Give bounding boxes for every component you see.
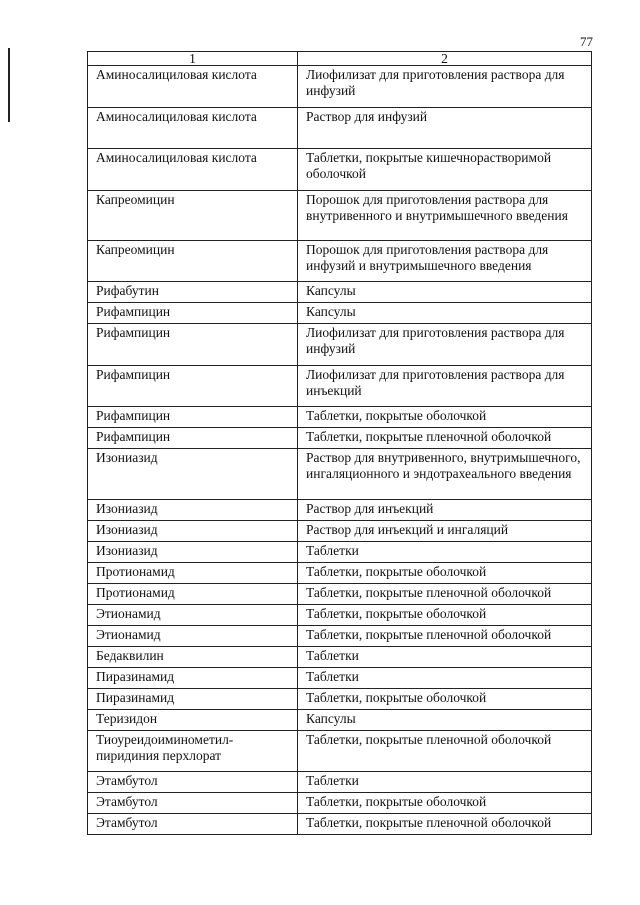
- page-number: 77: [580, 34, 593, 49]
- dosage-form-cell: Лиофилизат для приготовления раствора для инъекций: [298, 366, 592, 407]
- table-row: [88, 563, 592, 584]
- margin-mark: [8, 48, 10, 122]
- drug-name-cell: Капреомицин: [88, 241, 298, 282]
- drug-name-cell: Изониазид: [88, 542, 298, 563]
- table-header-row: [88, 52, 592, 66]
- dosage-form-cell: Раствор для внутривенного, внутримышечного, ингаляционного и эндотрахеального введения: [298, 449, 592, 500]
- table-row: [88, 626, 592, 647]
- table-row: [88, 303, 592, 324]
- table-row: [88, 241, 592, 282]
- dosage-form-cell: Таблетки: [298, 647, 592, 668]
- dosage-form-cell: Раствор для инъекций и ингаляций: [298, 521, 592, 542]
- dosage-form-cell: Таблетки, покрытые пленочной оболочкой: [298, 428, 592, 449]
- drug-name-cell: Бедаквилин: [88, 647, 298, 668]
- dosage-form-cell: Таблетки, покрытые кишечнорастворимой оболочкой: [298, 149, 592, 191]
- drug-name-cell: Рифампицин: [88, 324, 298, 366]
- table-row: [88, 647, 592, 668]
- dosage-form-cell: Таблетки, покрытые оболочкой: [298, 793, 592, 814]
- drug-name-cell: Рифампицин: [88, 407, 298, 428]
- dosage-form-cell: Таблетки, покрытые пленочной оболочкой: [298, 584, 592, 605]
- table-row: [88, 710, 592, 731]
- dosage-form-cell: Раствор для инъекций: [298, 500, 592, 521]
- drug-name-cell: Аминосалициловая кислота: [88, 149, 298, 191]
- table-row: [88, 428, 592, 449]
- drug-name-cell: Этамбутол: [88, 814, 298, 835]
- table-row: [88, 772, 592, 793]
- table-row: [88, 324, 592, 366]
- dosage-form-cell: Порошок для приготовления раствора для внутривенного и внутримышечного введения: [298, 191, 592, 241]
- drug-name-cell: Аминосалициловая кислота: [88, 66, 298, 108]
- table-row: [88, 407, 592, 428]
- table-row: [88, 605, 592, 626]
- dosage-form-cell: Раствор для инфузий: [298, 108, 592, 149]
- dosage-form-cell: Таблетки, покрытые оболочкой: [298, 689, 592, 710]
- dosage-form-cell: Таблетки, покрытые пленочной оболочкой: [298, 731, 592, 772]
- drug-name-cell: Пиразинамид: [88, 689, 298, 710]
- drug-name-cell: Изониазид: [88, 521, 298, 542]
- table-row: [88, 793, 592, 814]
- drug-name-cell: Рифампицин: [88, 428, 298, 449]
- table-row: [88, 584, 592, 605]
- table-row: [88, 149, 592, 191]
- table-row: [88, 689, 592, 710]
- dosage-form-cell: Таблетки: [298, 772, 592, 793]
- drug-name-cell: Капреомицин: [88, 191, 298, 241]
- drug-name-cell: Изониазид: [88, 500, 298, 521]
- drug-name-cell: Аминосалициловая кислота: [88, 108, 298, 149]
- drug-name-cell: Рифабутин: [88, 282, 298, 303]
- drug-name-cell: Этамбутол: [88, 772, 298, 793]
- table-row: [88, 731, 592, 772]
- table-row: [88, 108, 592, 149]
- dosage-form-cell: Капсулы: [298, 282, 592, 303]
- table-row: [88, 814, 592, 835]
- drug-name-cell: Этионамид: [88, 605, 298, 626]
- drug-name-cell: Рифампицин: [88, 303, 298, 324]
- table-row: [88, 191, 592, 241]
- table-body: [88, 66, 592, 835]
- dosage-form-cell: Таблетки, покрытые оболочкой: [298, 605, 592, 626]
- dosage-form-cell: Таблетки, покрытые пленочной оболочкой: [298, 814, 592, 835]
- drug-name-cell: Этамбутол: [88, 793, 298, 814]
- table-row: [88, 66, 592, 108]
- dosage-form-cell: Таблетки, покрытые оболочкой: [298, 407, 592, 428]
- table-row: [88, 282, 592, 303]
- drug-name-cell: Изониазид: [88, 449, 298, 500]
- drug-name-cell: Протионамид: [88, 584, 298, 605]
- drug-name-cell: Тиоуреидоиминометил-пиридиния перхлорат: [88, 731, 298, 772]
- dosage-form-cell: Капсулы: [298, 710, 592, 731]
- dosage-form-cell: Таблетки: [298, 542, 592, 563]
- column-header-2: 2: [298, 52, 592, 66]
- table-row: [88, 542, 592, 563]
- drug-name-cell: Протионамид: [88, 563, 298, 584]
- dosage-form-cell: Таблетки, покрытые оболочкой: [298, 563, 592, 584]
- dosage-form-cell: Порошок для приготовления раствора для инфузий и внутримышечного введения: [298, 241, 592, 282]
- drug-name-cell: Пиразинамид: [88, 668, 298, 689]
- table-row: [88, 668, 592, 689]
- table-row: [88, 366, 592, 407]
- dosage-form-cell: Лиофилизат для приготовления раствора для инфузий: [298, 324, 592, 366]
- dosage-form-cell: Таблетки: [298, 668, 592, 689]
- dosage-form-cell: Капсулы: [298, 303, 592, 324]
- dosage-form-cell: Лиофилизат для приготовления раствора для инфузий: [298, 66, 592, 108]
- column-header-1: 1: [88, 52, 298, 66]
- table-row: [88, 521, 592, 542]
- table-row: [88, 449, 592, 500]
- drug-table: [87, 51, 592, 835]
- drug-name-cell: Теризидон: [88, 710, 298, 731]
- table-row: [88, 500, 592, 521]
- drug-name-cell: Рифампицин: [88, 366, 298, 407]
- drug-name-cell: Этионамид: [88, 626, 298, 647]
- dosage-form-cell: Таблетки, покрытые пленочной оболочкой: [298, 626, 592, 647]
